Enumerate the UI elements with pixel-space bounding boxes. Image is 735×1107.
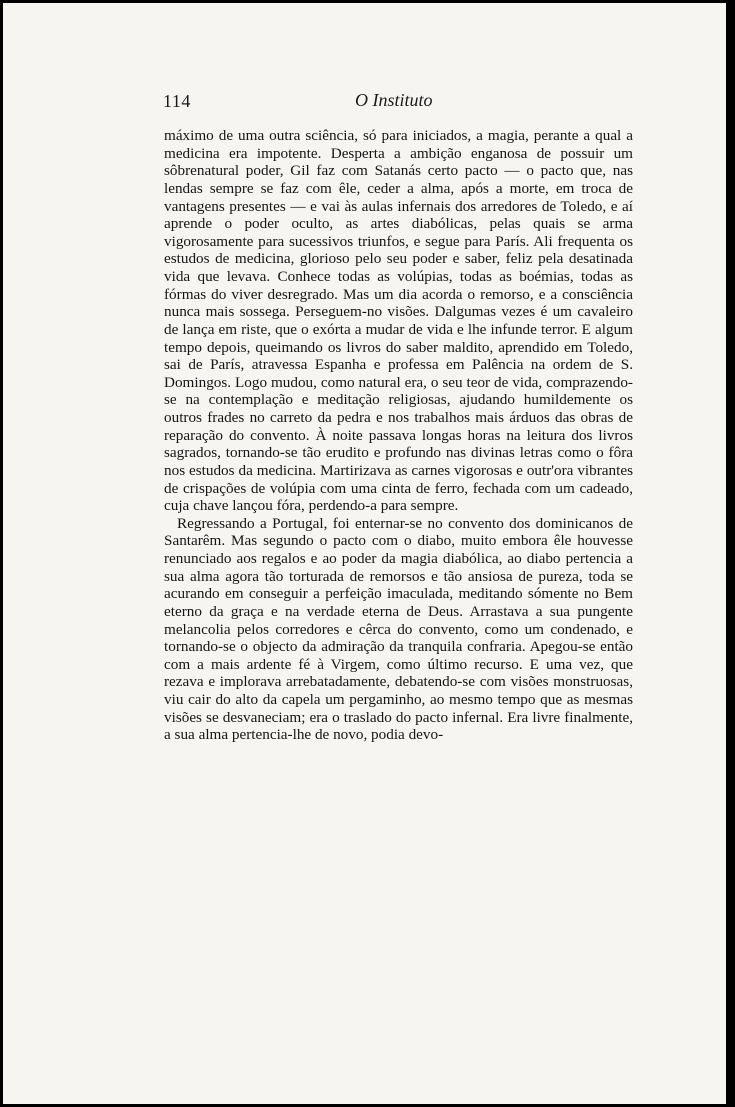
running-title: O Instituto — [355, 90, 433, 110]
paragraph: Regressando a Portugal, foi enternar-se no convento dos dominicanos de Santarêm. Mas segundo o pacto com o diabo, muito embora êle houvesse renunciado aos regalos e ao poder da magia diabólica, ao diabo pertencia a sua alma agora tão torturada de remorsos e tão ansiosa de pureza, toda se acurando em conseguir a perfeição imaculada, meditando sómente no Bem eterno da graça e na verdade eterna de Deus. Arrastava a sua pungente melancolia pelos corredores e cêrca do convento, como um condenado, e tornando-se o objecto da admiração da tranquila confraria. Apegou-se então com a mais ardente fé à Virgem, como último recurso. E uma vez, que rezava e implorava arrebatadamente, debatendo-se com visões monstruosas, viu cair do alto da capela um pergaminho, ao mesmo tempo que as mesmas visões se desvaneciam; era o traslado do pacto infernal. Era livre finalmente, a sua alma pertencia-lhe de novo, podia devo- — [164, 514, 633, 744]
scan-border-right — [726, 0, 735, 1107]
body-text — [164, 127, 633, 744]
page-number: 114 — [163, 91, 191, 111]
book-page — [3, 3, 726, 1104]
paragraph: máximo de uma outra sciência, só para iniciados, a magia, perante a qual a medicina era impotente. Desperta a ambição enganosa de possuir um sôbrenatural poder, Gil faz com Satanás certo pacto — o pacto que, nas lendas sempre se faz com êle, ceder a alma, após a morte, em troca de vantagens presentes — e vai às aulas infernais dos arredores de Toledo, e aí aprende o poder oculto, as artes diabólicas, pelas quais se arma vigorosamente para sucessivos triunfos, e segue para París. Ali frequenta os estudos de medicina, glorioso pelo seu poder e saber, feliz pela desatinada vida que levava. Conhece todas as volúpias, todas as boémias, todas as fórmas do viver desregrado. Mas um dia acorda o remorso, e a consciência nunca mais sossega. Perseguem-no visões. Dalgumas vezes é um cavaleiro de lança em riste, que o exórta a mudar de vida e lhe infunde terror. E algum tempo depois, queimando os livros do saber maldito, aprendido em Toledo, sai de París, atravessa Espanha e professa em Palência na ordem de S. Domingos. Logo mudou, como natural era, o seu teor de vida, comprazendo-se na contemplação e meditação religiosas, ajudando humildemente os outros frades no carreto da pedra e nos trabalhos mais árduos das obras de reparação do convento. À noite passava longas horas na leitura dos livros sagrados, tornando-se tão erudito e profundo nas divinas letras como o fôra nos estudos da medicina. Martirizava as carnes vigorosas e outr'ora vibrantes de crispações de volúpia com uma cinta de ferro, fechada com um cadeado, cuja chave lançou fóra, perdendo-a para sempre. — [164, 127, 633, 515]
page-header — [3, 81, 726, 111]
